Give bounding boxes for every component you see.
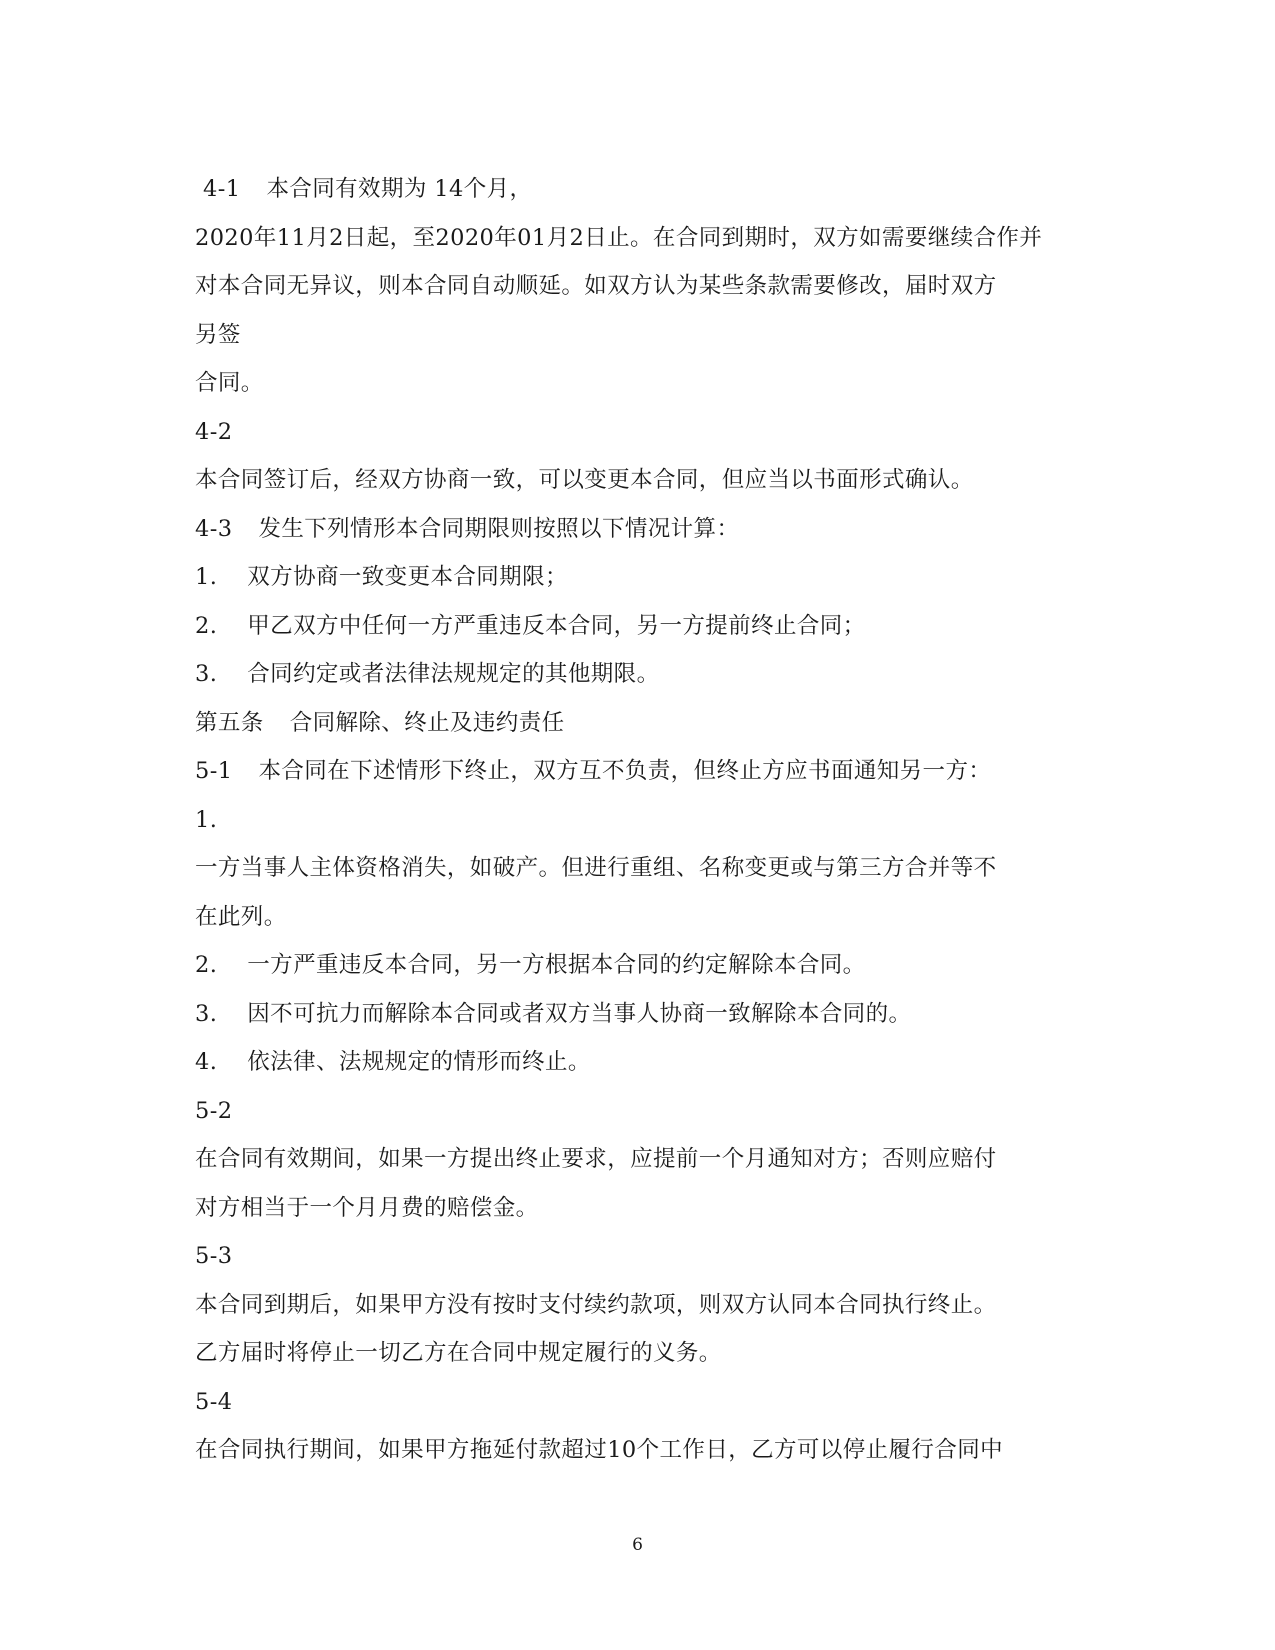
paragraph-line xyxy=(195,844,1075,893)
clause-5-2 xyxy=(195,1087,1075,1136)
list-number: 3. xyxy=(195,1000,218,1027)
clause-5-3 xyxy=(195,1232,1075,1281)
paragraph-text: 在此列。 xyxy=(195,903,287,930)
list-number: 1. xyxy=(195,564,218,590)
paragraph-text: 本合同到期后，如果甲方没有按时支付续约款项，则双方认同本合同执行终止。 xyxy=(195,1291,997,1318)
list-item xyxy=(195,796,1075,845)
paragraph-line xyxy=(195,214,1075,263)
paragraph-line xyxy=(195,1184,1075,1233)
list-number: 1. xyxy=(195,806,218,833)
list-item xyxy=(195,650,1075,699)
list-item xyxy=(195,1038,1075,1087)
paragraph-line xyxy=(195,1135,1075,1184)
list-number: 4. xyxy=(195,1049,218,1075)
paragraph-line xyxy=(195,1329,1075,1378)
paragraph-line xyxy=(195,456,1075,505)
paragraph-text: 2020年11月2日起，至2020年01月2日止。在合同到期时，双方如需要继续合作并 xyxy=(195,224,1043,251)
paragraph-text: 一方当事人主体资格消失，如破产。但进行重组、名称变更或与第三方合并等不 xyxy=(195,855,997,881)
clause-5-1 xyxy=(195,747,1075,796)
list-item xyxy=(195,602,1075,651)
list-text: 双方协商一致变更本合同期限； xyxy=(247,564,568,590)
clause-number: 5-1 xyxy=(195,758,233,784)
list-number: 2. xyxy=(195,612,218,639)
clause-4-2 xyxy=(195,408,1075,457)
list-number: 3. xyxy=(195,661,218,687)
clause-text: 发生下列情形本合同期限则按照以下情况计算： xyxy=(258,515,740,542)
paragraph-text: 乙方届时将停止一切乙方在合同中规定履行的义务。 xyxy=(195,1340,722,1366)
article-title: 合同解除、终止及违约责任 xyxy=(289,709,565,736)
paragraph-line xyxy=(195,1426,1075,1475)
paragraph-line xyxy=(195,1281,1075,1330)
list-text: 合同约定或者法律法规规定的其他期限。 xyxy=(247,661,660,687)
clause-text: 本合同有效期为 14个月， xyxy=(266,176,533,202)
clause-number: 4-2 xyxy=(195,418,233,445)
article-heading xyxy=(195,699,1075,748)
paragraph-text: 另签 xyxy=(195,321,241,348)
page-number: 6 xyxy=(632,1535,643,1555)
clause-text: 本合同在下述情形下终止，双方互不负责，但终止方应书面通知另一方： xyxy=(258,758,992,784)
list-text: 依法律、法规规定的情形而终止。 xyxy=(247,1049,591,1075)
paragraph-line xyxy=(195,311,1075,360)
clause-number: 5-4 xyxy=(195,1388,233,1415)
clause-number: 5-3 xyxy=(195,1243,233,1269)
paragraph-text: 合同。 xyxy=(195,370,264,396)
clause-4-1 xyxy=(195,165,1075,214)
paragraph-text: 本合同签订后，经双方协商一致，可以变更本合同，但应当以书面形式确认。 xyxy=(195,467,974,493)
article-number: 第五条 xyxy=(195,709,264,736)
clause-number: 4-3 xyxy=(195,515,233,542)
paragraph-text: 对方相当于一个月月费的赔偿金。 xyxy=(195,1194,539,1221)
list-number: 2. xyxy=(195,952,218,978)
paragraph-text: 在合同执行期间，如果甲方拖延付款超过10个工作日，乙方可以停止履行合同中 xyxy=(195,1437,1004,1463)
paragraph-line xyxy=(195,893,1075,942)
list-item xyxy=(195,553,1075,602)
list-item xyxy=(195,941,1075,990)
list-text: 因不可抗力而解除本合同或者双方当事人协商一致解除本合同的。 xyxy=(247,1000,912,1027)
list-item xyxy=(195,990,1075,1039)
clause-5-4 xyxy=(195,1378,1075,1427)
paragraph-text: 在合同有效期间，如果一方提出终止要求，应提前一个月通知对方；否则应赔付 xyxy=(195,1146,997,1172)
list-text: 一方严重违反本合同，另一方根据本合同的约定解除本合同。 xyxy=(247,952,866,978)
clause-4-3 xyxy=(195,505,1075,554)
paragraph-text: 对本合同无异议，则本合同自动顺延。如双方认为某些条款需要修改，届时双方 xyxy=(195,273,997,299)
clause-number: 5-2 xyxy=(195,1097,233,1124)
list-text: 甲乙双方中任何一方严重违反本合同，另一方提前终止合同； xyxy=(247,612,866,639)
clause-number: 4-1 xyxy=(203,176,241,202)
paragraph-line xyxy=(195,359,1075,408)
document-body xyxy=(195,165,1075,1475)
paragraph-line xyxy=(195,262,1075,311)
